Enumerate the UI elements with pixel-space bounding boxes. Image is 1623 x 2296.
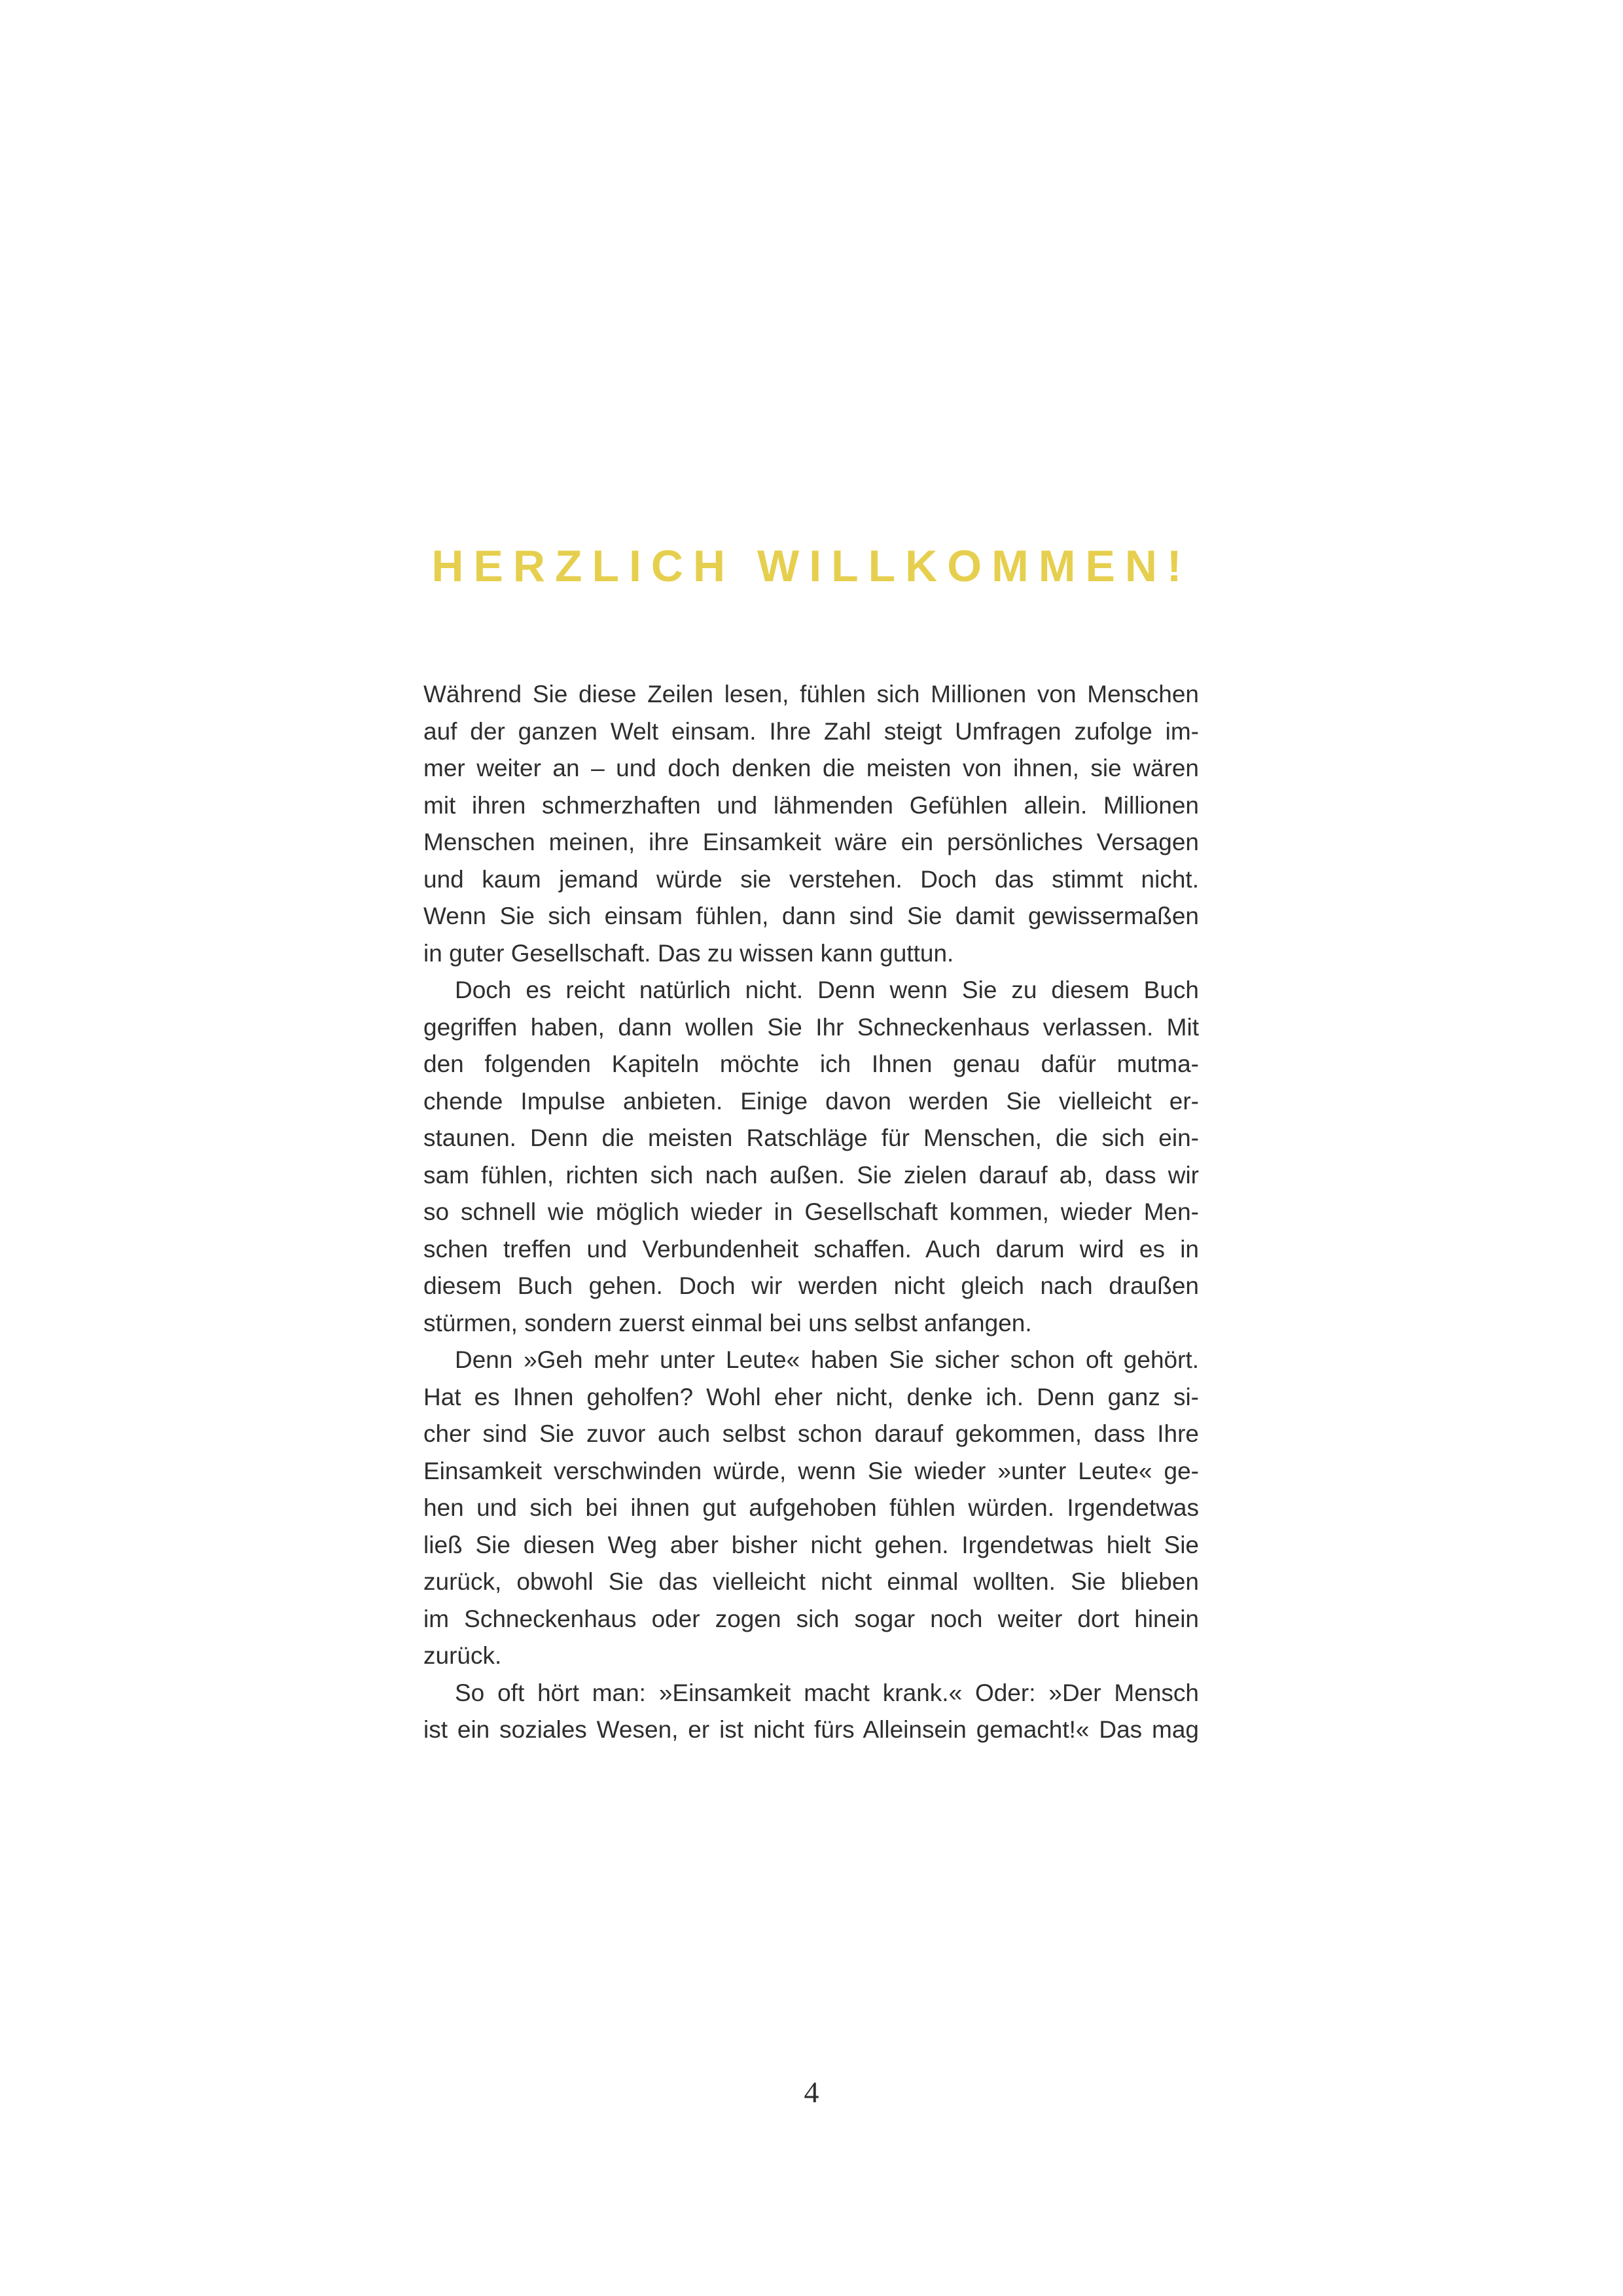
- text-line: auf der ganzen Welt einsam. Ihre Zahl steigt Umfragen zufolge im-: [423, 717, 1199, 745]
- text-line: schen treffen und Verbundenheit schaffen. Auch darum wird es in: [423, 1235, 1199, 1263]
- text-line: zurück.: [423, 1642, 502, 1669]
- text-line: Wenn Sie sich einsam fühlen, dann sind Sie damit gewissermaßen: [423, 903, 1199, 929]
- text-line: gegriffen haben, dann wollen Sie Ihr Schneckenhaus verlassen. Mit: [423, 1013, 1199, 1041]
- text-line: in guter Gesellschaft. Das zu wissen kann guttun.: [423, 939, 954, 967]
- paragraph-4: [423, 1675, 1199, 1749]
- text-line: sam fühlen, richten sich nach außen. Sie zielen darauf ab, dass wir: [423, 1161, 1199, 1189]
- text-line: hen und sich bei ihnen gut aufgehoben fühlen würden. Irgendetwas: [423, 1494, 1199, 1521]
- text-line: Einsamkeit verschwinden würde, wenn Sie wieder »unter Leute« ge-: [423, 1457, 1199, 1484]
- text-line: diesem Buch gehen. Doch wir werden nicht gleich nach draußen: [423, 1272, 1199, 1299]
- text-line: Menschen meinen, ihre Einsamkeit wäre ein persönliches Versagen: [423, 829, 1199, 855]
- text-line: ist ein soziales Wesen, er ist nicht fürs Alleinsein gemacht!« Das mag: [423, 1716, 1199, 1743]
- text-line: chende Impulse anbieten. Einige davon werden Sie vielleicht er-: [423, 1087, 1199, 1115]
- text-line: mer weiter an – und doch denken die meisten von ihnen, sie wären: [423, 755, 1199, 781]
- text-line: Denn »Geh mehr unter Leute« haben Sie sicher schon oft gehört.: [455, 1346, 1199, 1373]
- page-heading: HERZLICH WILLKOMMEN!: [431, 541, 1192, 591]
- text-line: im Schneckenhaus oder zogen sich sogar noch weiter dort hinein: [423, 1605, 1199, 1632]
- page-number: 4: [804, 2075, 819, 2109]
- text-line: Hat es Ihnen geholfen? Wohl eher nicht, denke ich. Denn ganz si-: [423, 1383, 1199, 1410]
- text-line: und kaum jemand würde sie verstehen. Doch das stimmt nicht.: [423, 865, 1199, 893]
- body-text: [423, 676, 1199, 1749]
- text-line: So oft hört man: »Einsamkeit macht krank.« Oder: »Der Mensch: [455, 1679, 1199, 1706]
- paragraph-2: [423, 972, 1199, 1342]
- text-line: zurück, obwohl Sie das vielleicht nicht einmal wollten. Sie blieben: [423, 1568, 1199, 1595]
- text-line: cher sind Sie zuvor auch selbst schon darauf gekommen, dass Ihre: [423, 1420, 1199, 1447]
- paragraph-3: [423, 1342, 1199, 1675]
- text-line: den folgenden Kapiteln möchte ich Ihnen genau dafür mutma-: [423, 1050, 1199, 1077]
- text-line: staunen. Denn die meisten Ratschläge für Menschen, die sich ein-: [423, 1124, 1199, 1151]
- text-line: stürmen, sondern zuerst einmal bei uns selbst anfangen.: [423, 1309, 1032, 1336]
- text-line: mit ihren schmerzhaften und lähmenden Gefühlen allein. Millionen: [423, 791, 1199, 819]
- text-line: Während Sie diese Zeilen lesen, fühlen sich Millionen von Menschen: [423, 681, 1199, 708]
- paragraph-1: [423, 676, 1199, 972]
- text-line: Doch es reicht natürlich nicht. Denn wenn Sie zu diesem Buch: [455, 977, 1199, 1003]
- text-line: ließ Sie diesen Weg aber bisher nicht gehen. Irgendetwas hielt Sie: [423, 1531, 1199, 1558]
- text-line: so schnell wie möglich wieder in Gesellschaft kommen, wieder Men-: [423, 1198, 1199, 1225]
